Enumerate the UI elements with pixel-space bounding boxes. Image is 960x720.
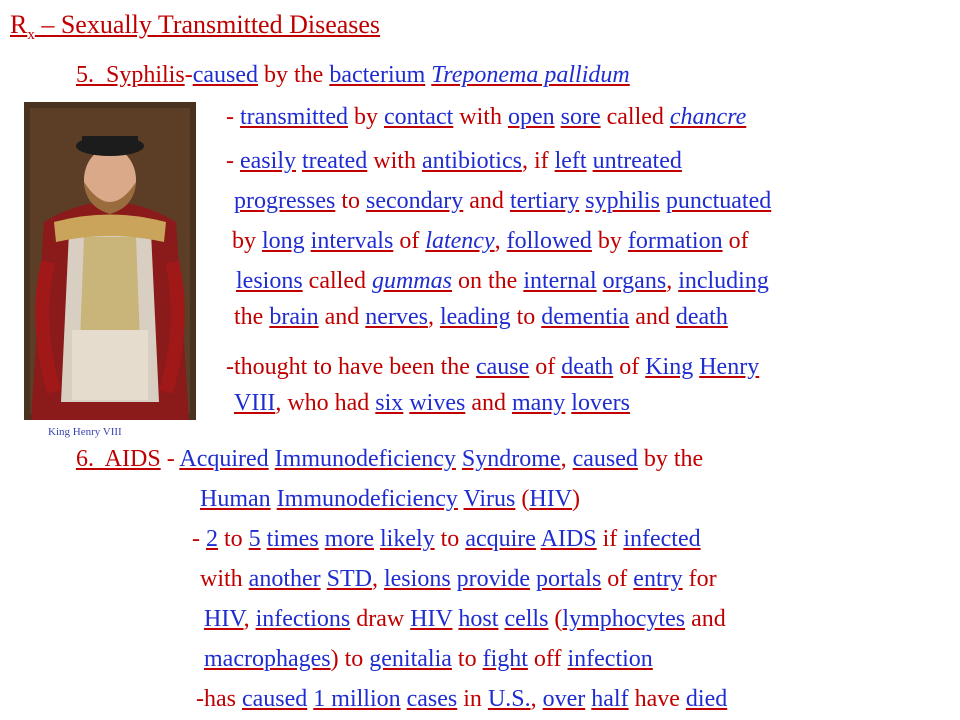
- answer-word: intervals: [310, 228, 394, 254]
- answer-word: likely: [379, 526, 435, 552]
- syphilis-heading: 5. Syphilis: [76, 62, 185, 88]
- text-segment: of: [601, 566, 634, 592]
- answer-word: including: [678, 268, 769, 294]
- text-segment: and: [629, 304, 676, 330]
- answer-word: acquire: [465, 526, 536, 552]
- syphilis-line-2: [226, 102, 746, 132]
- text-segment: ,: [530, 686, 543, 712]
- answer-word: infected: [623, 526, 701, 552]
- text-segment: by the: [258, 62, 330, 88]
- text-segment: called: [600, 104, 670, 130]
- answer-word: infection: [567, 646, 653, 672]
- king-henry-portrait-image: [24, 102, 196, 420]
- answer-word: Immunodeficiency: [276, 486, 458, 512]
- text-segment: for: [682, 566, 717, 592]
- portrait-illustration: [24, 102, 196, 420]
- answer-word: cases: [406, 686, 458, 712]
- text-segment: ,: [243, 606, 256, 632]
- text-segment: and: [318, 304, 366, 330]
- answer-word: progresses: [234, 188, 336, 214]
- answer-word: formation: [627, 228, 723, 254]
- text-segment: to: [451, 646, 483, 672]
- aids-line-7: [196, 684, 727, 714]
- answer-word: macrophages: [204, 646, 331, 672]
- answer-word: 1 million: [313, 686, 401, 712]
- answer-word: gummas: [371, 268, 452, 294]
- text-segment: -: [192, 526, 206, 552]
- text-segment: ): [572, 486, 581, 512]
- text-segment: -: [184, 62, 193, 88]
- text-segment: (: [548, 606, 563, 632]
- text-segment: of: [722, 228, 749, 254]
- text-segment: -: [226, 148, 240, 174]
- answer-word: genitalia: [369, 646, 452, 672]
- text-segment: in: [457, 686, 488, 712]
- syphilis-line-4: [234, 186, 771, 216]
- answer-word: over: [542, 686, 586, 712]
- text-segment: by: [232, 228, 262, 254]
- title-subscript: x: [27, 27, 35, 44]
- syphilis-line-3: [226, 146, 682, 176]
- text-segment: by the: [637, 446, 704, 472]
- answer-word: caused: [192, 62, 258, 88]
- aids-heading: 6. AIDS: [76, 446, 161, 472]
- text-segment: to: [335, 188, 366, 214]
- answer-word: infections: [255, 606, 351, 632]
- answer-word: lesions: [236, 268, 303, 294]
- answer-word: HIV: [529, 486, 573, 512]
- answer-word: provide: [456, 566, 530, 592]
- answer-word: untreated: [592, 148, 682, 174]
- text-segment: by: [347, 104, 384, 130]
- answer-word: caused: [241, 686, 308, 712]
- answer-word: Virus: [463, 486, 516, 512]
- syphilis-line-6: [236, 266, 769, 296]
- answer-word: U.S.: [487, 686, 531, 712]
- answer-word: Human: [200, 486, 271, 512]
- answer-word: treated: [301, 148, 368, 174]
- aids-line-1: [76, 444, 703, 474]
- answer-word: antibiotics: [421, 148, 522, 174]
- text-segment: to: [510, 304, 542, 330]
- answer-word: secondary: [365, 188, 464, 214]
- answer-word: lovers: [571, 390, 630, 416]
- answer-word: dementia: [541, 304, 630, 330]
- answer-word: entry: [633, 566, 683, 592]
- text-segment: by: [591, 228, 628, 254]
- answer-word: many: [511, 390, 566, 416]
- text-segment: off: [527, 646, 568, 672]
- answer-word: Immunodeficiency: [274, 446, 456, 472]
- answer-word: half: [591, 686, 629, 712]
- text-segment: ,: [494, 228, 507, 254]
- text-segment: on the: [451, 268, 524, 294]
- portrait-caption: King Henry VIII: [48, 426, 122, 438]
- answer-word: leading: [439, 304, 511, 330]
- aids-line-6: [204, 644, 653, 674]
- answer-word: lesions: [383, 566, 451, 592]
- text-segment: have: [628, 686, 686, 712]
- text-segment: ) to: [330, 646, 370, 672]
- answer-word: times: [266, 526, 319, 552]
- answer-word: syphilis: [585, 188, 660, 214]
- answer-word: Treponema pallidum: [431, 62, 630, 88]
- text-segment: and: [465, 390, 512, 416]
- answer-word: internal: [523, 268, 597, 294]
- syphilis-line-8: [226, 352, 759, 382]
- answer-word: caused: [572, 446, 638, 472]
- answer-word: organs: [602, 268, 667, 294]
- answer-word: sore: [560, 104, 601, 130]
- answer-word: lymphocytes: [562, 606, 686, 632]
- text-segment: and: [685, 606, 726, 632]
- answer-word: transmitted: [240, 104, 348, 130]
- text-segment: with: [367, 148, 422, 174]
- answer-word: cells: [504, 606, 549, 632]
- text-segment: ,: [371, 566, 384, 592]
- text-segment: ,: [560, 446, 573, 472]
- text-segment: and: [463, 188, 510, 214]
- syphilis-line-9: [234, 388, 630, 418]
- aids-line-5: [204, 604, 726, 634]
- answer-word: brain: [269, 304, 319, 330]
- syphilis-line-7: [234, 302, 728, 332]
- text-segment: (: [515, 486, 530, 512]
- text-segment: ,: [666, 268, 679, 294]
- slide-title: [10, 10, 380, 44]
- text-segment: to: [218, 526, 249, 552]
- answer-word: host: [458, 606, 499, 632]
- text-segment: , who had: [275, 390, 376, 416]
- title-r: R: [10, 10, 28, 39]
- text-segment: of: [393, 228, 426, 254]
- answer-word: more: [324, 526, 374, 552]
- answer-word: contact: [383, 104, 454, 130]
- answer-word: followed: [506, 228, 592, 254]
- text-segment: of: [613, 354, 646, 380]
- answer-word: long: [262, 228, 305, 254]
- answer-word: Syndrome: [461, 446, 561, 472]
- answer-word: Acquired: [179, 446, 269, 472]
- answer-word: 5: [248, 526, 261, 552]
- answer-word: HIV: [410, 606, 453, 632]
- answer-word: death: [561, 354, 614, 380]
- answer-word: 2: [206, 526, 218, 552]
- text-segment: if: [596, 526, 624, 552]
- answer-word: fight: [482, 646, 528, 672]
- text-segment: with: [453, 104, 508, 130]
- text-segment: ,: [427, 304, 440, 330]
- text-segment: , if: [521, 148, 555, 174]
- text-segment: -thought to have been the: [226, 354, 476, 380]
- answer-word: tertiary: [509, 188, 580, 214]
- text-segment: of: [529, 354, 562, 380]
- text-segment: -: [160, 446, 180, 472]
- text-segment: -has: [196, 686, 242, 712]
- answer-word: King: [645, 354, 694, 380]
- answer-word: cause: [475, 354, 530, 380]
- syphilis-line-5: [232, 226, 749, 256]
- answer-word: left: [554, 148, 587, 174]
- title-text: – Sexually Transmitted Diseases: [34, 10, 381, 39]
- answer-word: VIII: [234, 390, 276, 416]
- text-segment: -: [226, 104, 240, 130]
- text-segment: to: [434, 526, 466, 552]
- answer-word: latency: [425, 228, 495, 254]
- aids-line-2: [200, 484, 580, 514]
- text-segment: the: [234, 304, 270, 330]
- answer-word: HIV: [204, 606, 244, 632]
- answer-word: six: [375, 390, 404, 416]
- answer-word: another: [248, 566, 321, 592]
- syphilis-line-1: [76, 60, 630, 90]
- answer-word: AIDS: [540, 526, 597, 552]
- answer-word: death: [675, 304, 728, 330]
- answer-word: easily: [240, 148, 296, 174]
- aids-line-3: [192, 524, 701, 554]
- text-segment: draw: [350, 606, 411, 632]
- text-segment: with: [200, 566, 249, 592]
- answer-word: chancre: [669, 104, 747, 130]
- answer-word: nerves: [365, 304, 428, 330]
- answer-word: punctuated: [665, 188, 772, 214]
- answer-word: died: [685, 686, 728, 712]
- aids-line-4: [200, 564, 717, 594]
- answer-word: open: [507, 104, 555, 130]
- answer-word: bacterium: [329, 62, 426, 88]
- text-segment: called: [302, 268, 372, 294]
- answer-word: portals: [535, 566, 602, 592]
- answer-word: Henry: [699, 354, 760, 380]
- answer-word: STD: [326, 566, 372, 592]
- answer-word: wives: [409, 390, 466, 416]
